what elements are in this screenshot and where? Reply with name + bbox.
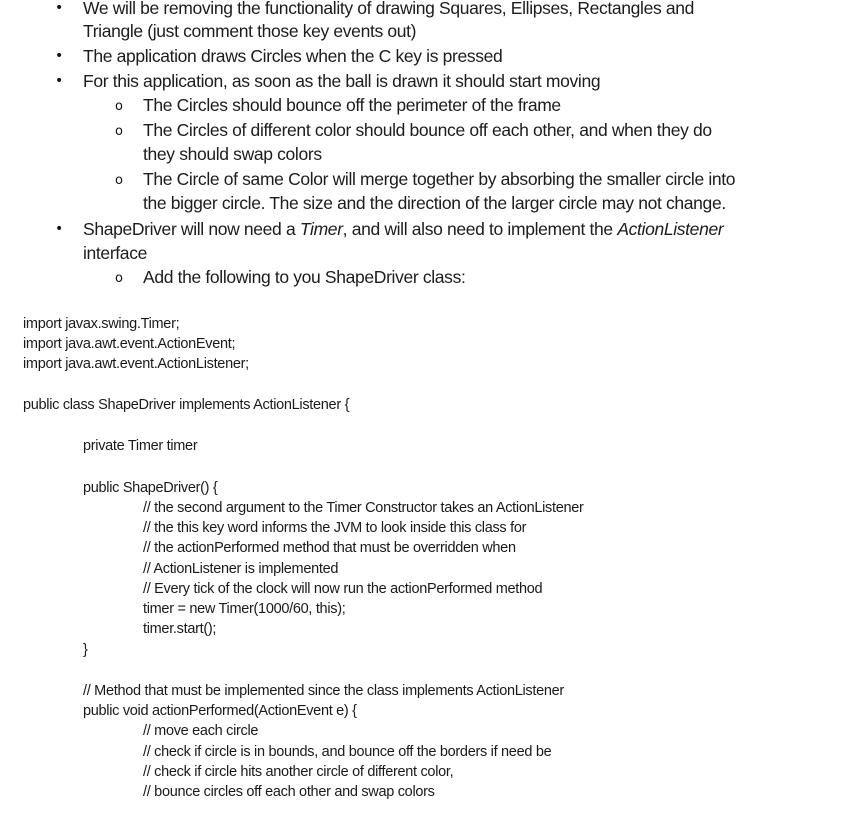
- code-comment: // the second argument to the Timer Constructor takes an ActionListener: [143, 500, 584, 516]
- code-line: timer = new Timer(1000/60, this);: [143, 601, 346, 617]
- code-comment: // Method that must be implemented since the class implements ActionListener: [83, 683, 564, 699]
- code-comment: // check if circle is in bounds, and bounce off the borders if need be: [143, 744, 552, 760]
- sub-bullet-icon: o: [115, 124, 123, 139]
- sub-bullet-3-3-line-2: the bigger circle. The size and the direction of the larger circle may not change.: [143, 193, 726, 213]
- sub-bullet-icon: o: [115, 173, 123, 188]
- bullet-1-line-1: We will be removing the functionality of drawing Squares, Ellipses, Rectangles and: [83, 0, 695, 18]
- code-comment: // ActionListener is implemented: [143, 561, 339, 577]
- sub-bullet-3-2-line-2: they should swap colors: [143, 144, 322, 164]
- code-line: import java.awt.event.ActionEvent;: [23, 336, 236, 352]
- code-comment: // the actionPerformed method that must be overridden when: [143, 540, 516, 556]
- bullet-2-line-1: The application draws Circles when the C key is pressed: [83, 46, 503, 66]
- bullet-1-line-2: Triangle (just comment those key events out): [83, 21, 417, 41]
- bullet-icon: •: [55, 48, 64, 64]
- code-line: import java.awt.event.ActionListener;: [23, 356, 249, 372]
- bullet-4-line-2: interface: [83, 243, 147, 263]
- code-line: public class ShapeDriver implements ActionListener {: [23, 397, 350, 413]
- code-comment: // Every tick of the clock will now run the actionPerformed method: [143, 581, 543, 597]
- bullet-4-line-1: ShapeDriver will now need a Timer, and will also need to implement the ActionListener: [83, 219, 724, 239]
- code-line: }: [83, 642, 88, 658]
- code-line: timer.start();: [143, 621, 217, 637]
- sub-bullet-3-1: The Circles should bounce off the perimeter of the frame: [143, 95, 561, 115]
- sub-bullet-3-3-line-1: The Circle of same Color will merge together by absorbing the smaller circle into: [143, 169, 736, 189]
- code-comment: // move each circle: [143, 723, 259, 739]
- code-comment: // check if circle hits another circle of different color,: [143, 764, 454, 780]
- code-comment: // the this key word informs the JVM to look inside this class for: [143, 520, 527, 536]
- sub-bullet-icon: o: [115, 271, 123, 286]
- sub-bullet-4-1: Add the following to you ShapeDriver class:: [143, 267, 466, 287]
- bullet-3-line-1: For this application, as soon as the ball is drawn it should start moving: [83, 71, 601, 91]
- code-line: public void actionPerformed(ActionEvent e) {: [83, 703, 357, 719]
- code-comment: // bounce circles off each other and swap colors: [143, 784, 435, 800]
- bullet-icon: •: [55, 221, 64, 237]
- bullet-icon: •: [55, 73, 64, 89]
- sub-bullet-icon: o: [115, 99, 123, 114]
- code-line: private Timer timer: [83, 438, 198, 454]
- bullet-icon: •: [55, 0, 64, 16]
- code-line: public ShapeDriver() {: [83, 480, 218, 496]
- sub-bullet-3-2-line-1: The Circles of different color should bounce off each other, and when they do: [143, 120, 712, 140]
- code-line: import javax.swing.Timer;: [23, 316, 180, 332]
